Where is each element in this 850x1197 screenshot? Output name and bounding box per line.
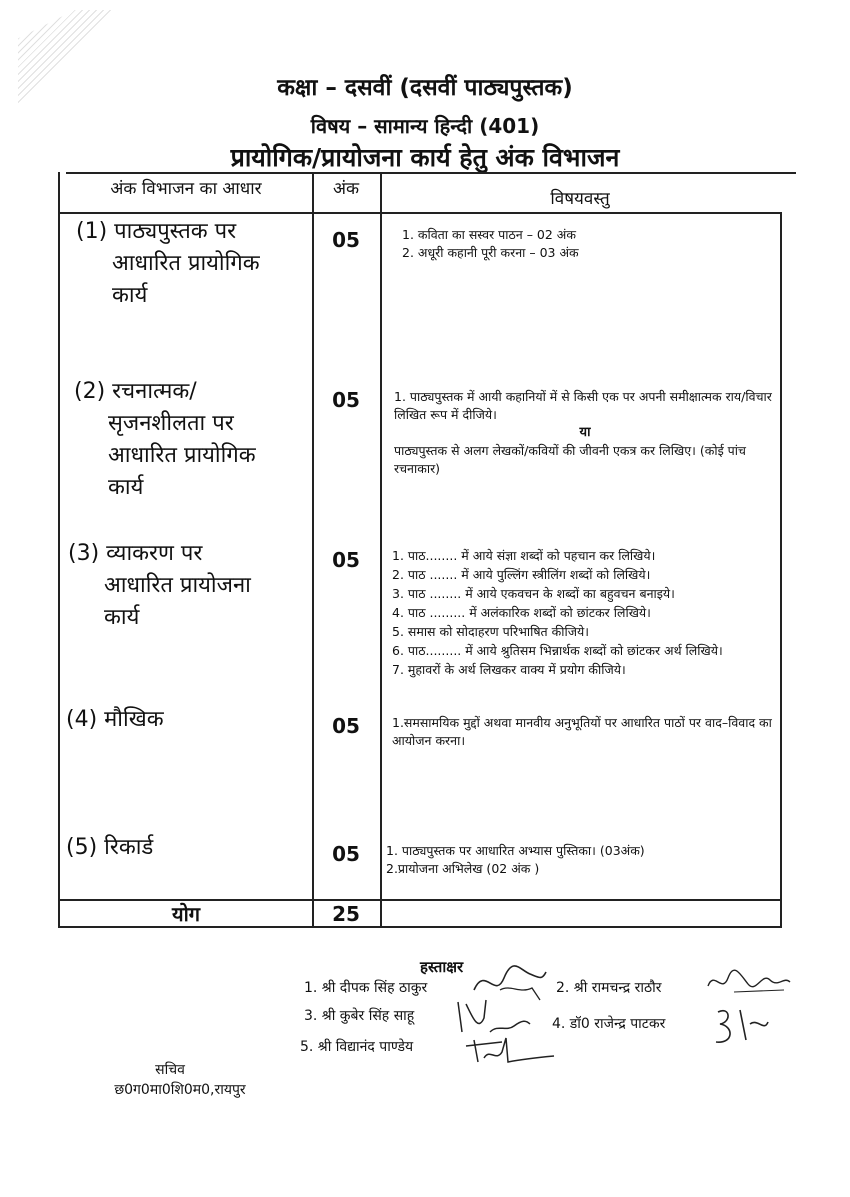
row-marks: 05 [332, 388, 360, 412]
content-or: या [579, 425, 591, 440]
secretary-title: सचिव [155, 1062, 185, 1078]
row-basis-line: कार्य [104, 605, 140, 630]
row-basis-line: (1) पाठ्यपुस्तक पर [76, 219, 237, 244]
column-header-marks: अंक [332, 179, 360, 199]
row-basis-line: आधारित प्रायोगिक [108, 443, 256, 468]
row-content [392, 546, 778, 679]
row-marks: 05 [332, 548, 360, 572]
table-row [74, 376, 308, 504]
table-border-right [780, 212, 782, 928]
content-item: 2. अधूरी कहानी पूरी करना – 03 अंक [402, 245, 579, 260]
row-basis-line: कार्य [112, 283, 148, 308]
table-row [68, 538, 308, 634]
table-row [66, 832, 306, 864]
row-basis-line: आधारित प्रायोगिक [112, 251, 260, 276]
secretary-office: छ0ग0मा0शि0म0,रायपुर [114, 1082, 246, 1098]
table-border-top [66, 172, 796, 174]
content-item: 7. मुहावरों के अर्थ लिखकर वाक्य में प्रयोग कीजिये। [392, 662, 626, 677]
row-marks: 05 [332, 228, 360, 252]
signature-5-scribble [462, 1032, 558, 1068]
row-content [386, 842, 776, 878]
signature-4-scribble [710, 1004, 770, 1048]
content-item: 1. पाठ........ में आये संज्ञा शब्दों को पहचान कर लिखिये। [392, 548, 656, 563]
content-item: 1. पाठ्यपुस्तक पर आधारित अभ्यास पुस्तिका। (03अंक) [386, 843, 645, 858]
content-item: 1.समसामयिक मुद्दों अथवा मानवीय अनुभूतियों पर आधारित पाठों पर वाद–विवाद का आयोजन करना। [392, 715, 772, 748]
signatory-5: 5. श्री विद्यानंद पाण्डेय [300, 1039, 414, 1055]
column-header-basis: अंक विभाजन का आधार [110, 179, 262, 199]
content-item: 4. पाठ ......... में अलंकारिक शब्दों को छांटकर लिखिये। [392, 605, 651, 620]
row-content [402, 226, 774, 262]
signatory-4: 4. डॉ0 राजेन्द्र पाटकर [552, 1016, 666, 1032]
content-item: 5. समास को सोदाहरण परिभाषित कीजिये। [392, 624, 589, 639]
row-basis-line: (4) मौखिक [66, 707, 164, 732]
signatory-3: 3. श्री कुबेर सिंह साहू [304, 1008, 415, 1024]
row-content [392, 714, 778, 750]
row-basis-line: कार्य [108, 475, 144, 500]
content-item: 1. पाठ्यपुस्तक में आयी कहानियों में से किसी एक पर अपनी समीक्षात्मक राय/विचार लिखित रूप में दीजिये। [394, 389, 772, 422]
row-basis-line: सृजनशीलता पर [108, 411, 234, 436]
content-item: 2.प्रायोजना अभिलेख (02 अंक ) [386, 861, 540, 876]
row-basis-line: (3) व्याकरण पर [68, 541, 203, 566]
row-basis-line: (2) रचनात्मक/ [74, 379, 197, 404]
signatory-2: 2. श्री रामचन्द्र राठौर [556, 980, 662, 996]
signatory-1: 1. श्री दीपक सिंह ठाकुर [304, 980, 428, 996]
table-row [66, 704, 306, 736]
row-basis-line: आधारित प्रायोजना [104, 573, 251, 598]
content-item: पाठ्यपुस्तक से अलग लेखकों/कवियों की जीवनी एकत्र कर लिखिए। (कोई पांच रचनाकार) [394, 443, 746, 476]
total-marks: 25 [332, 902, 360, 926]
content-item: 2. पाठ ....... में आये पुल्लिंग स्त्रीलिंग शब्दों को लिखिये। [392, 567, 651, 582]
content-item: 3. पाठ ........ में आये एकवचन के शब्दों का बहुवचन बनाइये। [392, 586, 675, 601]
row-basis-line: (5) रिकार्ड [66, 835, 154, 860]
row-content [394, 388, 776, 478]
total-label: योग [171, 902, 201, 926]
subject-heading: विषय – सामान्य हिन्दी (401) [310, 114, 540, 138]
signatures-title: हस्ताक्षर [420, 958, 464, 976]
row-marks: 05 [332, 842, 360, 866]
class-heading: कक्षा – दसवीं (दसवीं पाठ्यपुस्तक) [277, 75, 573, 101]
content-item: 6. पाठ......... में आये श्रुतिसम भिन्नार्थक शब्दों को छांटकर अर्थ लिखिये। [392, 643, 723, 658]
content-item: 1. कविता का सस्वर पाठन – 02 अंक [402, 227, 576, 242]
table-divider-2 [380, 172, 382, 928]
table-header-rule [58, 212, 782, 214]
table-border-left [58, 172, 60, 928]
document-title: प्रायोगिक/प्रायोजना कार्य हेतु अंक विभाजन [230, 143, 620, 172]
table-row [76, 216, 308, 312]
signature-2-scribble [704, 966, 794, 1000]
column-header-content: विषयवस्तु [550, 189, 610, 209]
row-marks: 05 [332, 714, 360, 738]
